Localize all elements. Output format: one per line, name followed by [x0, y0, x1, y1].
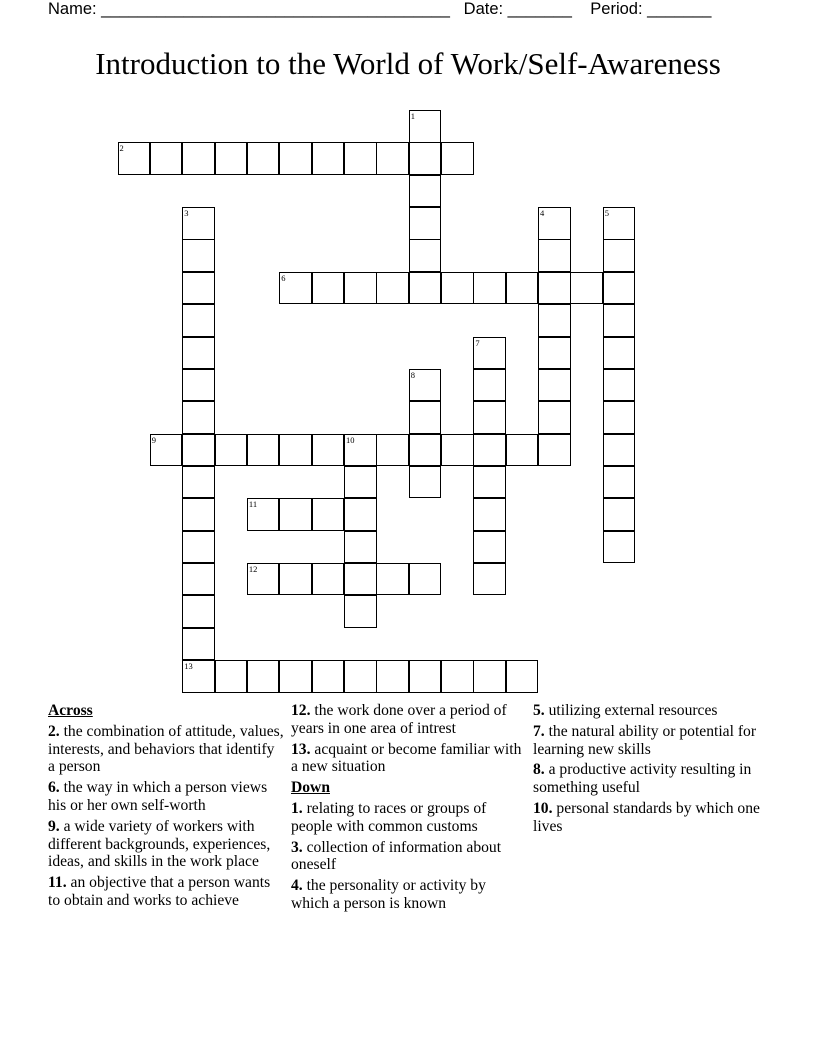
crossword-cell[interactable] — [182, 401, 215, 434]
crossword-cell[interactable] — [506, 660, 539, 693]
crossword-cell[interactable] — [409, 272, 442, 305]
crossword-cell[interactable] — [279, 563, 312, 596]
crossword-cell[interactable] — [247, 498, 280, 531]
crossword-cell[interactable] — [247, 563, 280, 596]
crossword-cell[interactable] — [215, 142, 248, 175]
date-field[interactable]: Date: _______ — [463, 0, 572, 18]
crossword-cell[interactable] — [441, 434, 474, 467]
crossword-cell[interactable] — [473, 337, 506, 370]
clue-item-number: 13. — [291, 740, 311, 758]
crossword-cell[interactable] — [409, 110, 442, 143]
clue-item-text: personal standards by which one lives — [533, 799, 760, 835]
crossword-cell[interactable] — [344, 498, 377, 531]
crossword-cell[interactable] — [441, 142, 474, 175]
clue-item — [291, 800, 527, 836]
clue-number: 3 — [184, 208, 189, 219]
crossword-cell[interactable] — [376, 434, 409, 467]
clue-item — [291, 839, 527, 875]
clue-item-text: a productive activity resulting in something useful — [533, 761, 752, 797]
clue-number: 2 — [119, 143, 124, 154]
crossword-cell[interactable] — [344, 466, 377, 499]
crossword-cell[interactable] — [538, 207, 571, 240]
clue-number: 6 — [281, 272, 286, 283]
crossword-cell[interactable] — [312, 142, 345, 175]
clues-column-3 — [533, 702, 773, 839]
period-field[interactable]: Period: _______ — [590, 0, 712, 18]
crossword-cell[interactable] — [312, 272, 345, 305]
crossword-cell[interactable] — [182, 563, 215, 596]
crossword-cell[interactable] — [182, 207, 215, 240]
clue-item-number: 9. — [48, 817, 60, 835]
crossword-cell[interactable] — [182, 304, 215, 337]
crossword-cell[interactable] — [182, 498, 215, 531]
clue-item-text: the work done over a period of years in one area of intrest — [291, 702, 507, 737]
clue-item-number: 3. — [291, 838, 303, 856]
crossword-cell[interactable] — [506, 272, 539, 305]
crossword-cell[interactable] — [182, 369, 215, 402]
clue-item-text: acquaint or become familiar with a new situation — [291, 740, 522, 776]
crossword-cell[interactable] — [150, 434, 183, 467]
crossword-cell[interactable] — [441, 272, 474, 305]
crossword-cell[interactable] — [538, 304, 571, 337]
crossword-cell[interactable] — [409, 207, 442, 240]
clue-number: 5 — [604, 208, 610, 219]
crossword-cell[interactable] — [473, 498, 506, 531]
crossword-cell[interactable] — [473, 563, 506, 596]
crossword-cell[interactable] — [409, 563, 442, 596]
crossword-cell[interactable] — [538, 239, 571, 272]
crossword-cell[interactable] — [182, 337, 215, 370]
crossword-cell[interactable] — [409, 142, 442, 175]
clue-item-number: 12. — [291, 702, 311, 719]
clue-item — [533, 761, 773, 797]
clue-item-text: utilizing external resources — [544, 702, 718, 719]
crossword-cell[interactable] — [538, 434, 571, 467]
crossword-cell[interactable] — [473, 531, 506, 564]
clue-number: 8 — [410, 369, 415, 380]
crossword-cell[interactable] — [312, 434, 345, 467]
crossword-cell[interactable] — [344, 595, 377, 628]
crossword-cell[interactable] — [344, 660, 377, 693]
crossword-cell[interactable] — [182, 660, 215, 693]
crossword-cell[interactable] — [473, 660, 506, 693]
crossword-cell[interactable] — [344, 272, 377, 305]
crossword-cell[interactable] — [182, 272, 215, 305]
clue-item-number: 7. — [533, 722, 545, 740]
crossword-cell[interactable] — [441, 660, 474, 693]
crossword-cell[interactable] — [247, 660, 280, 693]
crossword-cell[interactable] — [312, 498, 345, 531]
crossword-cell[interactable] — [603, 466, 636, 499]
crossword-cell[interactable] — [473, 272, 506, 305]
crossword-cell[interactable] — [279, 498, 312, 531]
clue-item-number: 1. — [291, 799, 303, 817]
crossword-cell[interactable] — [506, 434, 539, 467]
crossword-cell[interactable] — [279, 434, 312, 467]
crossword-cell[interactable] — [603, 531, 636, 564]
crossword-cell[interactable] — [376, 660, 409, 693]
clue-item — [533, 800, 773, 836]
clue-number: 1 — [410, 111, 415, 121]
clues-column-1 — [48, 702, 284, 913]
clue-number: 10 — [346, 434, 355, 445]
crossword-cell[interactable] — [376, 142, 409, 175]
clue-number: 12 — [248, 563, 258, 574]
clue-item-text: an objective that a person wants to obtain and works to achieve — [48, 874, 271, 909]
clue-item — [48, 723, 284, 776]
crossword-cell[interactable] — [215, 434, 248, 467]
crossword-cell[interactable] — [603, 498, 636, 531]
clue-item-text: the way in which a person views his or her own self-worth — [48, 779, 268, 814]
crossword-cell[interactable] — [215, 660, 248, 693]
name-field[interactable]: Name: ______________________________________ — [48, 0, 450, 18]
crossword-cell[interactable] — [409, 369, 442, 402]
clue-item-text: relating to races or groups of people with common customs — [291, 799, 487, 835]
crossword-cell[interactable] — [279, 272, 312, 305]
crossword-cell[interactable] — [182, 239, 215, 272]
clue-number: 9 — [151, 434, 157, 445]
crossword-cell[interactable] — [409, 175, 442, 208]
crossword-cell[interactable] — [538, 401, 571, 434]
crossword-cell[interactable] — [279, 660, 312, 693]
crossword-cell[interactable] — [182, 628, 215, 661]
crossword-cell[interactable] — [182, 434, 215, 467]
crossword-cell[interactable] — [603, 239, 636, 272]
clue-item-number: 8. — [533, 761, 545, 779]
clue-item-number: 11. — [48, 874, 67, 892]
crossword-cell[interactable] — [376, 272, 409, 305]
crossword-cell[interactable] — [376, 563, 409, 596]
crossword-cell[interactable] — [247, 434, 280, 467]
crossword-cell[interactable] — [279, 142, 312, 175]
crossword-cell[interactable] — [603, 207, 636, 240]
page-title: Introduction to the World of Work/Self-Awareness — [95, 46, 721, 81]
crossword-cell[interactable] — [247, 142, 280, 175]
crossword-cell[interactable] — [150, 142, 183, 175]
crossword-cell[interactable] — [473, 466, 506, 499]
clue-item-number: 4. — [291, 877, 303, 895]
crossword-cell[interactable] — [182, 595, 215, 628]
clue-item-text: the natural ability or potential for learning new skills — [533, 722, 757, 758]
crossword-cell[interactable] — [118, 142, 151, 175]
crossword-cell[interactable] — [182, 466, 215, 499]
crossword-cell[interactable] — [182, 142, 215, 175]
clue-item-number: 2. — [48, 722, 60, 740]
crossword-cell[interactable] — [409, 660, 442, 693]
crossword-cell[interactable] — [570, 272, 603, 305]
clue-item-number: 6. — [48, 779, 60, 797]
clue-item — [533, 702, 773, 720]
clue-item — [48, 779, 284, 815]
crossword-cell[interactable] — [182, 531, 215, 564]
crossword-cell[interactable] — [538, 369, 571, 402]
clue-number: 4 — [540, 208, 545, 219]
crossword-cell[interactable] — [312, 563, 345, 596]
crossword-cell[interactable] — [344, 434, 377, 467]
clue-number: 13 — [184, 661, 193, 671]
crossword-cell[interactable] — [603, 434, 636, 467]
clue-item-number: 10. — [533, 799, 553, 817]
down-heading: Down — [291, 779, 330, 797]
crossword-cell[interactable] — [473, 401, 506, 434]
clue-item — [291, 741, 527, 777]
clues-column-2 — [291, 702, 527, 916]
clue-item — [48, 874, 284, 910]
crossword-cell[interactable] — [344, 563, 377, 596]
crossword-cell[interactable] — [603, 304, 636, 337]
crossword-cell[interactable] — [538, 337, 571, 370]
crossword-cell[interactable] — [409, 401, 442, 434]
crossword-cell[interactable] — [603, 401, 636, 434]
crossword-cell[interactable] — [538, 272, 571, 305]
crossword-cell[interactable] — [344, 142, 377, 175]
across-heading: Across — [48, 702, 93, 719]
crossword-cell[interactable] — [344, 531, 377, 564]
clue-item-number: 5. — [533, 702, 545, 719]
clue-number: 7 — [475, 337, 480, 348]
clue-item — [533, 723, 773, 759]
clue-item-text: a wide variety of workers with different backgrounds, experiences, ideas, and skills in the work place — [48, 817, 271, 871]
clue-item — [48, 818, 284, 871]
clue-item — [291, 702, 527, 738]
clue-item-text: the personality or activity by which a person is known — [291, 877, 486, 912]
crossword-cell[interactable] — [603, 369, 636, 402]
clue-item-text: the combination of attitude, values, interests, and behaviors that identify a person — [48, 722, 284, 776]
crossword-cell[interactable] — [473, 369, 506, 402]
crossword-cell[interactable] — [312, 660, 345, 693]
crossword-cell[interactable] — [409, 434, 442, 467]
clue-item — [291, 877, 527, 913]
crossword-cell[interactable] — [409, 239, 442, 272]
crossword-cell[interactable] — [603, 272, 636, 305]
crossword-cell[interactable] — [409, 466, 442, 499]
crossword-cell[interactable] — [603, 337, 636, 370]
clue-number: 11 — [248, 499, 258, 510]
crossword-cell[interactable] — [473, 434, 506, 467]
clue-item-text: collection of information about oneself — [291, 838, 502, 874]
